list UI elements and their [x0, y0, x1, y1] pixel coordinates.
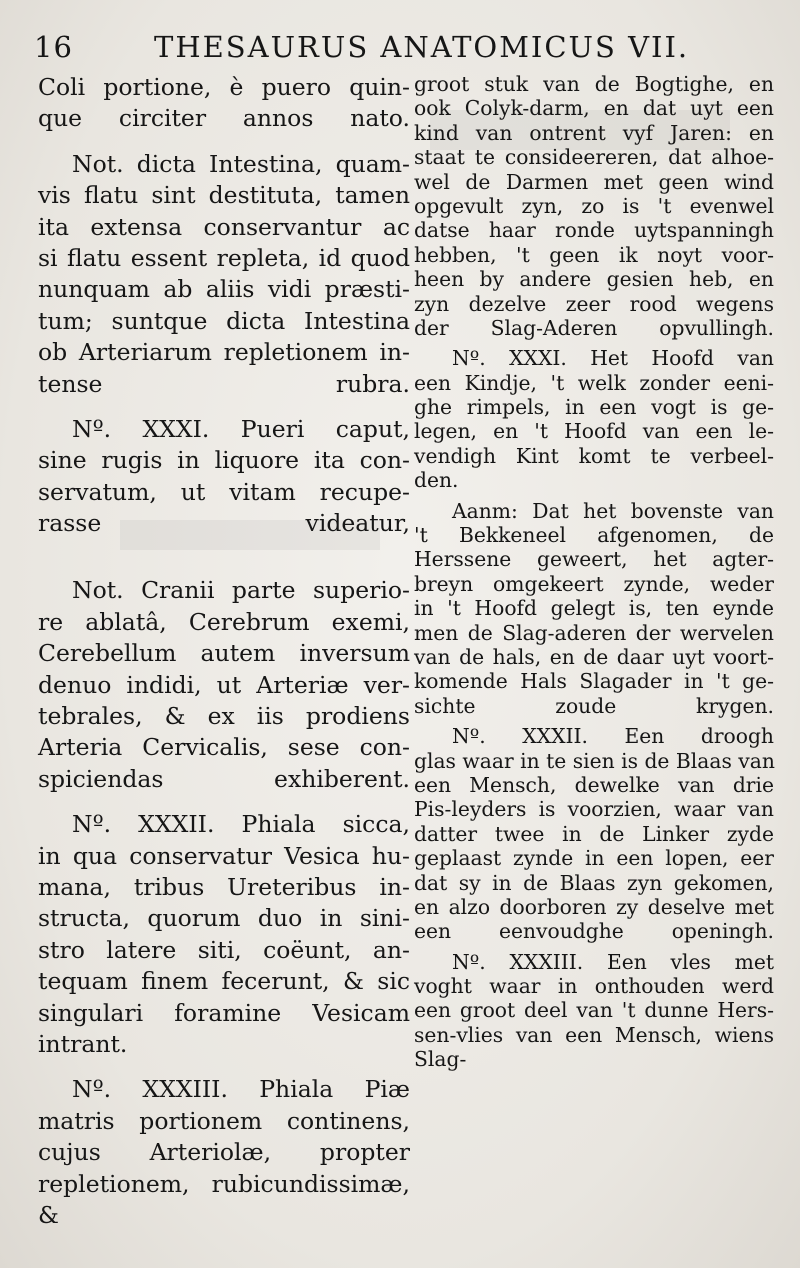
paragraph — [414, 499, 774, 719]
text-line: komende Hals Slagader in 't ge- — [414, 669, 774, 694]
paragraph — [38, 72, 410, 135]
text-line: datse haar ronde uytspanningh — [414, 218, 774, 243]
text-line: tense rubra. — [38, 369, 410, 398]
text-line: tum; suntque dicta Intestina — [38, 306, 410, 335]
text-line: staat te consideereren, dat alhoe- — [414, 145, 774, 170]
text-line: ook Colyk-darm, en dat uyt een — [414, 96, 774, 121]
text-line: servatum, ut vitam recupe- — [38, 477, 410, 506]
text-line: een Mensch, dewelke van drie — [414, 772, 774, 797]
paragraph — [38, 414, 410, 540]
paragraph — [414, 72, 774, 340]
text-line: in 't Hoofd gelegt is, ten eynde — [414, 596, 774, 621]
text-line: Arteria Cervicalis, sese con- — [38, 733, 410, 762]
text-line: Nº. XXXIII. Een vles met — [452, 949, 774, 974]
text-line: sine rugis in liquore ita con- — [38, 446, 410, 475]
text-line: vendigh Kint komt te verbeel- — [414, 443, 774, 468]
text-line: den. — [414, 468, 459, 493]
text-line: opgevult zyn, zo is 't evenwel — [414, 193, 774, 218]
text-line: men de Slag-aderen der wervelen — [414, 620, 774, 645]
text-line: Aanm: Dat het bovenste van — [452, 498, 774, 523]
text-line: rasse videatur, — [38, 509, 410, 538]
text-line: der Slag-Aderen opvullingh. — [414, 315, 774, 340]
text-line: ita extensa conservantur ac — [38, 212, 410, 241]
text-line: Pis-leyders is voorzien, waar van — [414, 797, 774, 822]
text-line: ghe rimpels, in een vogt is ge- — [414, 395, 774, 420]
text-line: kind van ontrent vyf Jaren: en — [414, 120, 774, 145]
text-line: stro latere siti, coëunt, an- — [38, 935, 410, 964]
text-line: datter twee in de Linker zyde — [414, 821, 774, 846]
text-line: singulari foramine Vesicam — [38, 998, 410, 1027]
text-line: Cerebellum autem inversum — [38, 639, 410, 668]
text-line: sen-vlies van een Mensch, wiens — [414, 1022, 774, 1047]
text-line: mana, tribus Ureteribus in- — [38, 872, 410, 901]
page-number: 16 — [34, 30, 73, 64]
text-line: que circiter annos nato. — [38, 104, 410, 133]
paragraph — [414, 724, 774, 944]
text-line: Nº. XXXI. Het Hoofd van — [452, 346, 774, 371]
text-line: heen by andere gesien heb, en — [414, 267, 774, 292]
text-line: Nº. XXXII. Een droogh — [452, 724, 774, 749]
text-line: tequam finem fecerunt, & sic — [38, 967, 410, 996]
text-line: van de hals, en de daar uyt voort- — [414, 644, 774, 669]
text-line: tebrales, & ex iis prodiens — [38, 702, 410, 731]
text-line: structa, quorum duo in sini- — [38, 904, 410, 933]
text-line: groot stuk van de Bogtighe, en — [414, 72, 774, 96]
text-line: re ablatâ, Cerebrum exemi, — [38, 607, 410, 636]
text-line: Not. dicta Intestina, quam- — [72, 149, 410, 178]
text-line: Herssene geweert, het agter- — [414, 547, 774, 572]
text-line: Nº. XXXIII. Phiala Piæ — [72, 1075, 410, 1104]
text-line: si flatu essent repleta, id quod — [38, 243, 410, 272]
text-line: repletionem, rubicundissimæ, — [38, 1169, 410, 1198]
paragraph — [414, 950, 774, 1072]
text-line: sichte zoude krygen. — [414, 693, 774, 718]
paragraph — [414, 346, 774, 492]
text-line: dat sy in de Blaas zyn gekomen, — [414, 870, 774, 895]
text-line: een eenvoudghe openingh. — [414, 919, 774, 944]
paragraph — [38, 1074, 410, 1231]
text-line: Nº. XXXI. Pueri caput, — [72, 414, 410, 443]
text-line: 't Bekkeneel afgenomen, de — [414, 523, 774, 548]
text-line: voght waar in onthouden werd — [414, 974, 774, 999]
text-line: hebben, 't geen ik noyt voor- — [414, 242, 774, 267]
text-line: Not. Cranii parte superio- — [72, 576, 410, 605]
text-line: legen, en 't Hoofd van een le- — [414, 419, 774, 444]
text-line: intrant. — [38, 1029, 128, 1058]
text-line: breyn omgekeert zynde, weder — [414, 571, 774, 596]
text-line: nunquam ab aliis vidi præsti- — [38, 275, 410, 304]
text-line: glas waar in te sien is de Blaas van — [414, 748, 775, 773]
text-line: Slag- — [414, 1047, 467, 1072]
text-line: een groot deel van 't dunne Hers- — [414, 998, 774, 1023]
latin-column — [38, 72, 410, 1237]
paragraph — [38, 575, 410, 795]
text-line: Nº. XXXII. Phiala sicca, — [72, 810, 410, 839]
text-line: ob Arteriarum repletionem in- — [38, 338, 410, 367]
text-line: en alzo doorboren zy deselve met — [414, 894, 774, 919]
text-line: wel de Darmen met geen wind — [414, 169, 774, 194]
text-line: een Kindje, 't welk zonder eeni- — [414, 370, 774, 395]
text-line: cujus Arteriolæ, propter — [38, 1138, 410, 1167]
text-line: zyn dezelve zeer rood wegens — [414, 291, 774, 316]
text-line: in qua conservatur Vesica hu- — [38, 841, 410, 870]
text-line: vis flatu sint destituta, tamen — [38, 181, 410, 210]
text-line: matris portionem continens, — [38, 1106, 410, 1135]
text-line: spiciendas exhiberent. — [38, 764, 410, 793]
text-line: & — [38, 1200, 59, 1229]
paragraph — [38, 149, 410, 400]
dutch-column — [414, 72, 774, 1078]
text-line: denuo indidi, ut Arteriæ ver- — [38, 670, 410, 699]
paragraph — [38, 809, 410, 1060]
text-line: Coli portione, è puero quin- — [38, 73, 410, 101]
running-title: THESAURUS ANATOMICUS VII. — [154, 30, 690, 64]
running-header — [34, 30, 774, 70]
text-line: geplaast zynde in een lopen, eer — [414, 846, 774, 871]
